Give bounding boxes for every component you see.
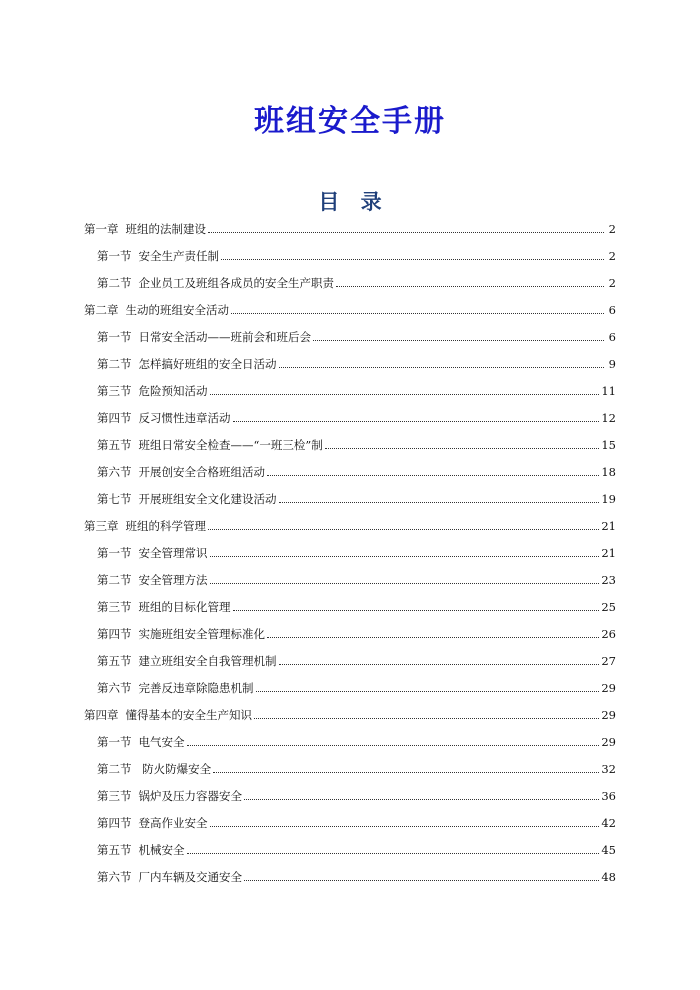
toc-entry-number: 第七节 [97,492,132,506]
toc-entry-title: 实施班组安全管理标准化 [138,627,265,641]
toc-page-number: 25 [601,600,616,614]
toc-section-entry[interactable] [84,597,616,624]
toc-dot-leader [256,691,600,692]
toc-entry-number: 第四节 [97,627,132,641]
toc-entry-title: 开展创安全合格班组活动 [138,465,265,479]
toc-page-number: 27 [601,654,616,668]
toc-entry-title: 厂内车辆及交通安全 [138,870,242,884]
toc-section-entry[interactable] [84,246,616,273]
toc-section-entry[interactable] [84,435,616,462]
toc-entry-number: 第五节 [97,654,132,668]
toc-entry-number: 第三节 [97,789,132,803]
toc-section-entry[interactable] [84,327,616,354]
toc-page-number: 18 [601,465,616,479]
toc-section-entry[interactable] [84,759,616,786]
toc-page-number: 26 [601,627,616,641]
toc-entry-title: 危险预知活动 [138,384,208,398]
toc-chapter-entry[interactable] [84,516,616,543]
toc-page-number: 2 [608,222,616,236]
toc-entry-title: 怎样搞好班组的安全日活动 [138,357,277,371]
toc-entry-title: 电气安全 [138,735,185,749]
toc-entry-number: 第三章 [84,519,119,533]
toc-entry-number: 第二节 [97,762,132,776]
toc-entry-title: 完善反违章除隐患机制 [138,681,254,695]
toc-page-number: 11 [601,384,616,398]
toc-entry-number: 第三节 [97,600,132,614]
toc-entry-title: 日常安全活动——班前会和班后会 [138,330,311,344]
toc-entry-number: 第四节 [97,411,132,425]
toc-dot-leader [244,799,599,800]
toc-section-entry[interactable] [84,624,616,651]
toc-page-number: 12 [601,411,616,425]
toc-section-entry[interactable] [84,570,616,597]
toc-page-number: 29 [601,708,616,722]
toc-entry-number: 第六节 [97,465,132,479]
toc-chapter-entry[interactable] [84,300,616,327]
toc-dot-leader [187,745,600,746]
toc-dot-leader [254,718,599,719]
toc-entry-title: 懂得基本的安全生产知识 [125,708,252,722]
toc-page-number: 48 [601,870,616,884]
toc-entry-title: 锅炉及压力容器安全 [138,789,242,803]
toc-page-number: 36 [601,789,616,803]
toc-entry-number: 第六节 [97,870,132,884]
toc-entry-title: 班组的科学管理 [125,519,206,533]
toc-dot-leader [210,826,600,827]
toc-entry-title: 反习惯性违章活动 [138,411,231,425]
toc-dot-leader [187,853,600,854]
toc-page-number: 21 [601,519,616,533]
toc-dot-leader [279,502,600,503]
toc-entry-title: 班组日常安全检查——“一班三检”制 [138,438,323,452]
toc-entry-number: 第四章 [84,708,119,722]
toc-section-entry[interactable] [84,840,616,867]
toc-page-number: 2 [608,276,616,290]
toc-section-entry[interactable] [84,732,616,759]
toc-entry-number: 第六节 [97,681,132,695]
toc-dot-leader [231,313,604,314]
toc-dot-leader [210,556,600,557]
toc-page-number: 32 [601,762,616,776]
toc-entry-number: 第二章 [84,303,119,317]
toc-page-number: 29 [601,681,616,695]
toc-page-number: 23 [601,573,616,587]
toc-page-number: 29 [601,735,616,749]
toc-dot-leader [325,448,600,449]
toc-section-entry[interactable] [84,543,616,570]
toc-dot-leader [210,583,600,584]
toc-entry-number: 第一节 [97,249,132,263]
toc-entry-number: 第一节 [97,330,132,344]
toc-entry-title: 登高作业安全 [138,816,208,830]
toc-dot-leader [336,286,604,287]
toc-page-number: 15 [601,438,616,452]
toc-entry-number: 第一节 [97,735,132,749]
toc-entry-number: 第四节 [97,816,132,830]
toc-page-number: 21 [601,546,616,560]
toc-entry-number: 第一节 [97,546,132,560]
toc-heading: 目 录 [318,190,382,214]
toc-dot-leader [208,232,604,233]
toc-page-number: 2 [608,249,616,263]
toc-dot-leader [233,610,600,611]
toc-chapter-entry[interactable] [84,219,616,246]
toc-dot-leader [267,637,599,638]
toc-entry-number: 第二节 [97,276,132,290]
toc-page-number: 19 [601,492,616,506]
toc-entry-title: 防火防爆安全 [138,762,212,776]
toc-section-entry[interactable] [84,489,616,516]
toc-section-entry[interactable] [84,651,616,678]
toc-entry-title: 建立班组安全自我管理机制 [138,654,277,668]
toc-dot-leader [267,475,599,476]
toc-page-number: 45 [601,843,616,857]
toc-dot-leader [244,880,599,881]
table-of-contents [84,219,616,894]
toc-dot-leader [210,394,600,395]
toc-dot-leader [279,367,605,368]
toc-dot-leader [279,664,600,665]
toc-section-entry[interactable] [84,381,616,408]
document-title: 班组安全手册 [254,104,446,139]
toc-section-entry[interactable] [84,273,616,300]
toc-dot-leader [233,421,600,422]
toc-entry-title: 安全生产责任制 [138,249,219,263]
toc-dot-leader [221,259,604,260]
toc-entry-title: 生动的班组安全活动 [125,303,229,317]
toc-entry-number: 第五节 [97,438,132,452]
toc-section-entry[interactable] [84,462,616,489]
toc-entry-number: 第二节 [97,357,132,371]
toc-section-entry[interactable] [84,354,616,381]
toc-page-number: 42 [601,816,616,830]
toc-entry-title: 安全管理常识 [138,546,208,560]
toc-dot-leader [313,340,604,341]
toc-chapter-entry[interactable] [84,705,616,732]
toc-entry-title: 班组的目标化管理 [138,600,231,614]
toc-entry-number: 第二节 [97,573,132,587]
toc-entry-title: 开展班组安全文化建设活动 [138,492,277,506]
toc-entry-number: 第五节 [97,843,132,857]
toc-section-entry[interactable] [84,408,616,435]
toc-dot-leader [208,529,599,530]
toc-section-entry[interactable] [84,867,616,894]
toc-entry-title: 安全管理方法 [138,573,208,587]
toc-entry-title: 机械安全 [138,843,185,857]
toc-page-number: 9 [608,357,616,371]
toc-page-number: 6 [608,303,616,317]
toc-page-number: 6 [608,330,616,344]
toc-entry-number: 第一章 [84,222,119,236]
toc-entry-number: 第三节 [97,384,132,398]
toc-dot-leader [213,772,599,773]
toc-section-entry[interactable] [84,678,616,705]
toc-section-entry[interactable] [84,786,616,813]
toc-section-entry[interactable] [84,813,616,840]
toc-entry-title: 企业员工及班组各成员的安全生产职责 [138,276,334,290]
toc-entry-title: 班组的法制建设 [125,222,206,236]
